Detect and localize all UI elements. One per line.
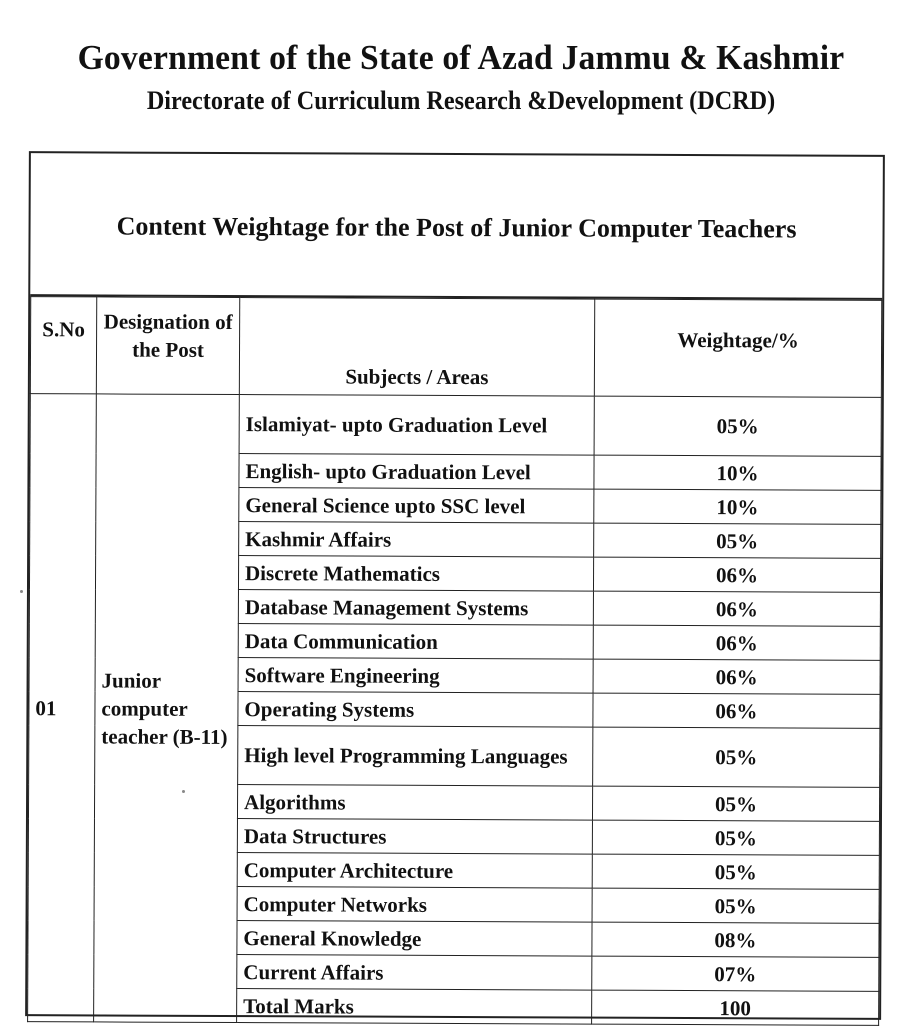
subject-cell: Algorithms bbox=[237, 785, 592, 821]
weightage-cell: 06% bbox=[593, 659, 880, 694]
subject-cell: Total Marks bbox=[237, 989, 592, 1025]
table-title-row bbox=[30, 153, 883, 300]
subject-cell: Islamiyat- upto Graduation Level bbox=[239, 395, 594, 456]
weightage-table-frame bbox=[25, 151, 885, 1020]
subject-cell: General Science upto SSC level bbox=[239, 488, 594, 524]
weightage-cell: 05% bbox=[593, 727, 880, 787]
weightage-cell: 10% bbox=[594, 455, 881, 490]
weightage-cell: 06% bbox=[593, 591, 880, 626]
column-header-designation: Designation of the Post bbox=[96, 297, 239, 395]
weightage-cell: 06% bbox=[593, 693, 880, 728]
weightage-table bbox=[27, 296, 882, 1026]
weightage-cell: 06% bbox=[593, 557, 880, 592]
weightage-cell: 05% bbox=[592, 786, 879, 821]
subject-cell: Computer Architecture bbox=[237, 853, 592, 889]
weightage-cell: 07% bbox=[592, 956, 879, 991]
weightage-cell: 05% bbox=[592, 888, 879, 923]
sno-cell: 01 bbox=[28, 394, 97, 1022]
column-header-weightage: Weightage/% bbox=[594, 299, 881, 397]
table-row bbox=[30, 394, 881, 457]
subject-cell: Kashmir Affairs bbox=[239, 522, 594, 558]
table-title: Content Weightage for the Post of Junior Computer Teachers bbox=[116, 211, 797, 244]
weightage-cell: 05% bbox=[592, 820, 879, 855]
subject-cell: Operating Systems bbox=[238, 692, 593, 728]
subject-cell: English- upto Graduation Level bbox=[239, 454, 594, 490]
weightage-cell: 05% bbox=[594, 396, 881, 456]
scan-speck bbox=[20, 590, 23, 593]
document-subheading: Directorate of Curriculum Research &Development (DCRD) bbox=[146, 86, 776, 115]
subject-cell: High level Programming Languages bbox=[238, 726, 593, 787]
weightage-cell: 06% bbox=[593, 625, 880, 660]
weightage-cell: 05% bbox=[592, 854, 879, 889]
subject-cell: Software Engineering bbox=[238, 658, 593, 694]
table-body bbox=[28, 394, 882, 1026]
weightage-cell: 05% bbox=[594, 523, 881, 558]
subject-cell: Data Structures bbox=[237, 819, 592, 855]
document-heading: Government of the State of Azad Jammu & Kashmir bbox=[77, 38, 845, 77]
weightage-cell: 100 bbox=[592, 990, 879, 1025]
subject-cell: Current Affairs bbox=[237, 955, 592, 991]
column-header-sno: S.No bbox=[30, 297, 96, 394]
subject-cell: Discrete Mathematics bbox=[238, 556, 593, 592]
subject-cell: Data Communication bbox=[238, 624, 593, 660]
column-header-subjects: Subjects / Areas bbox=[239, 298, 594, 397]
subject-cell: General Knowledge bbox=[237, 921, 592, 957]
subject-cell: Database Management Systems bbox=[238, 590, 593, 626]
subject-cell: Computer Networks bbox=[237, 887, 592, 923]
table-header-row bbox=[30, 297, 881, 398]
scan-speck bbox=[182, 790, 185, 793]
weightage-cell: 08% bbox=[592, 922, 879, 957]
designation-cell: Junior computer teacher (B-11) bbox=[94, 394, 240, 1023]
weightage-cell: 10% bbox=[594, 489, 881, 524]
